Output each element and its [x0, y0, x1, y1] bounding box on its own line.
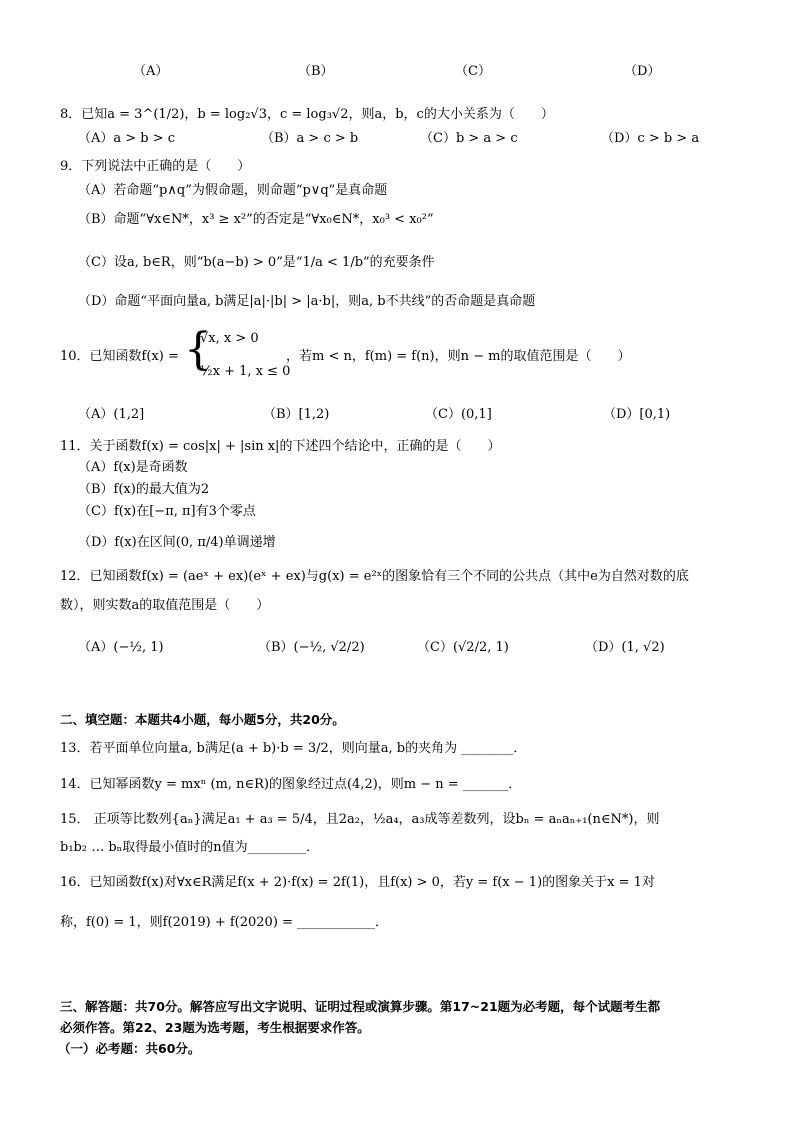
q10-option-d: （D）[0,1) [603, 407, 671, 422]
q11-option-c: （C）f(x)在[−π, π]有3个零点 [78, 504, 256, 519]
q8-option-b: （B）a > c > b [261, 131, 359, 146]
q15-line-2: b₁b₂ … bₙ取得最小值时的n值为_________． [60, 840, 320, 855]
q12-option-b: （B）(−½, √2/2) [258, 640, 365, 655]
q16-line-1: 16．已知函数f(x)对∀x∈R满足f(x + 2)·f(x) = 2f(1)，且f(x) > 0，若y = f(x − 1)的图象关于x = 1对 [60, 875, 655, 890]
top-option-a: （A） [133, 64, 169, 79]
q12-line-1: 12．已知函数f(x) = (aeˣ + ex)(eˣ + ex)与g(x) = e²ˣ的图象恰有三个不同的公共点（其中e为自然对数的底 [60, 569, 689, 584]
q8-option-d: （D）c > b > a [601, 131, 700, 146]
q10-option-a: （A）(1,2] [78, 407, 145, 422]
q8-option-a: （A）a > b > c [78, 131, 176, 146]
q8-stem: 8．已知a = 3^(1/2)，b = log₂√3，c = log₃√2，则a，b，c的大小关系为（ ） [60, 107, 554, 122]
q11-option-d: （D）f(x)在区间(0, π/4)单调递增 [78, 535, 276, 550]
piecewise-brace: { [184, 324, 212, 375]
q9-option-c: （C）设a, b∈R，则“b(a−b) > 0”是“1/a < 1/b”的充要条件 [78, 255, 435, 270]
top-option-b: （B） [298, 64, 334, 79]
section-3-line-3: （一）必考题：共60分。 [58, 1041, 201, 1056]
q12-option-c: （C）(√2/2, 1) [417, 640, 509, 655]
q11-option-a: （A）f(x)是奇函数 [78, 460, 188, 475]
q12-option-a: （A）(−½, 1) [78, 640, 164, 655]
q10-option-b: （B）[1,2) [263, 407, 330, 422]
section-3-line-2: 必须作答。第22、23题为选考题，考生根据要求作答。 [60, 1020, 370, 1035]
q12-line-2: 数），则实数a的取值范围是（ ） [60, 598, 270, 613]
q14: 14．已知幂函数y = mxⁿ (m, n∈R)的图象经过点(4,2)，则m − n = _______． [60, 777, 522, 792]
top-option-c: （C） [455, 64, 491, 79]
section-2-heading: 二、填空题：本题共4小题，每小题5分，共20分。 [60, 712, 345, 727]
q9-option-d: （D）命题“平面向量a, b满足|a|·|b| > |a·b|，则a, b不共线”的否命题是真命题 [78, 294, 536, 309]
section-3-line-1: 三、解答题：共70分。解答应写出文字说明、证明过程或演算步骤。第17~21题为必考题，每个试题考生都 [60, 999, 661, 1014]
q8-option-c: （C）b > a > c [420, 131, 518, 146]
q16-line-2: 称，f(0) = 1，则f(2019) + f(2020) = ____________． [60, 915, 389, 930]
q10-option-c: （C）(0,1] [425, 407, 492, 422]
q11-stem: 11．关于函数f(x) = cos|x| + |sin x|的下述四个结论中，正确的是（ ） [60, 439, 501, 454]
q15-line-1: 15． 正项等比数列{aₙ}满足a₁ + a₃ = 5/4，且2a₂，½a₄，a₃成等差数列，设bₙ = aₙaₙ₊₁(n∈N*)，则 [60, 812, 660, 827]
q10-prefix: 10．已知函数f(x) = [60, 349, 179, 364]
q11-option-b: （B）f(x)的最大值为2 [78, 482, 210, 497]
q10-case-1: √x, x > 0 [200, 331, 259, 346]
q13: 13．若平面单位向量a, b满足(a + b)·b = 3/2，则向量a, b的夹角为 ________． [60, 741, 527, 756]
q9-stem: 9．下列说法中正确的是（ ） [60, 159, 251, 174]
q10-suffix: ，若m < n，f(m) = f(n)，则n − m的取值范围是（ ） [286, 349, 631, 364]
top-option-d: （D） [624, 64, 661, 79]
q12-option-d: （D）(1, √2) [585, 640, 665, 655]
q9-option-a: （A）若命题“p∧q”为假命题，则命题“p∨q”是真命题 [78, 183, 388, 198]
q10-case-2: ½x + 1, x ≤ 0 [200, 364, 291, 379]
q9-option-b: （B）命题“∀x∈N*，x³ ≥ x²”的否定是“∀x₀∈N*，x₀³ < x₀²” [78, 212, 434, 227]
